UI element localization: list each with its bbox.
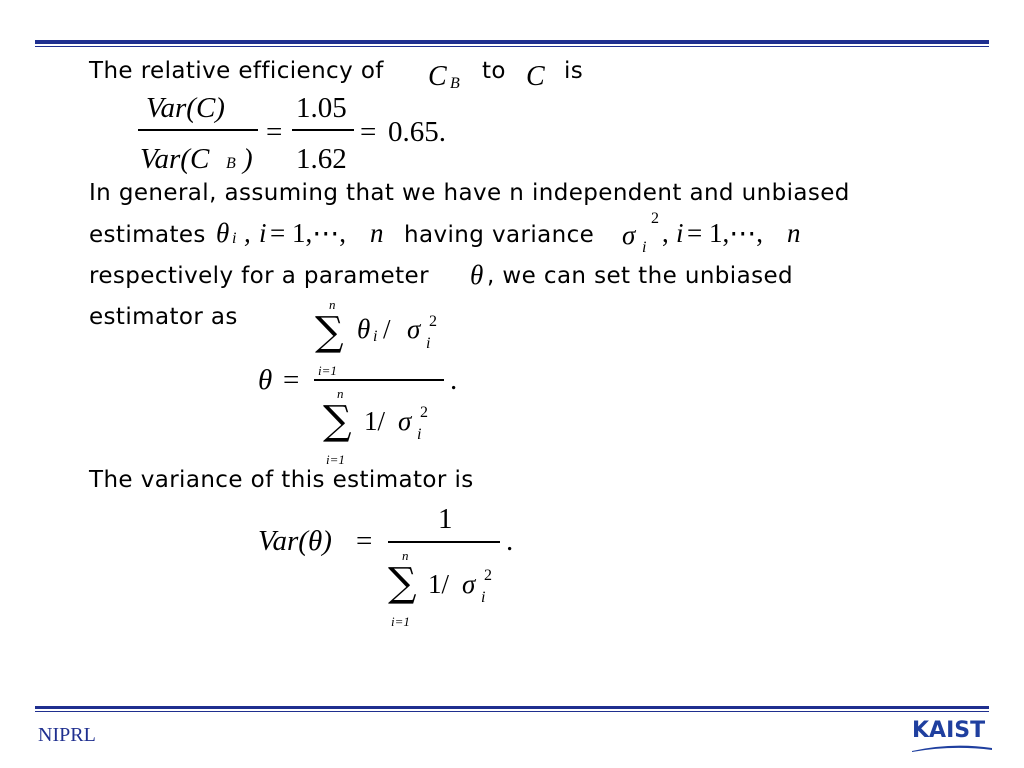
to-text: to bbox=[482, 58, 506, 84]
sigma-denominator: σ bbox=[398, 406, 412, 436]
equals-sign-1: = bbox=[266, 116, 283, 148]
sigma-superscript: 2 bbox=[651, 210, 659, 227]
sigma-index-i: i bbox=[676, 218, 684, 248]
sum-symbol-3: ∑ bbox=[388, 560, 417, 606]
math-cb-sub: B bbox=[450, 75, 460, 92]
parameter-text: respectively for a parameter bbox=[89, 263, 429, 289]
one-slash-variance: 1/ bbox=[428, 569, 450, 599]
estimates-text: estimates bbox=[89, 222, 206, 248]
estimator-as-text: estimator as bbox=[89, 304, 238, 330]
sigma-denominator-sup: 2 bbox=[420, 404, 428, 421]
var-c-numerator: Var(C) bbox=[146, 92, 225, 124]
logo-swoosh-icon bbox=[912, 744, 992, 752]
index-n: n bbox=[370, 218, 384, 248]
index-i: i bbox=[259, 218, 267, 248]
bottom-rule-thin bbox=[35, 711, 989, 712]
variance-numerator-one: 1 bbox=[438, 503, 453, 535]
sigma-numerator: σ bbox=[407, 314, 421, 344]
fraction-bar-1 bbox=[138, 129, 258, 131]
efficiency-intro-text: The relative efficiency of bbox=[89, 58, 384, 84]
sigma-subscript: i bbox=[642, 239, 647, 256]
sum-upper-2: n bbox=[337, 386, 344, 401]
sigma-variance-sup: 2 bbox=[484, 567, 492, 584]
theta-i-numerator: θ bbox=[357, 314, 371, 344]
numerator-slash: / bbox=[383, 314, 391, 344]
math-cb-c: C bbox=[428, 61, 447, 92]
kaist-logo bbox=[912, 718, 992, 752]
sum-lower-2: i=1 bbox=[326, 452, 345, 467]
equals-variance: = bbox=[356, 525, 373, 557]
top-rule-thick bbox=[35, 40, 989, 44]
equals-estimator: = bbox=[283, 364, 300, 396]
theta-symbol: θ bbox=[216, 218, 230, 248]
sum-symbol-1: ∑ bbox=[315, 309, 344, 355]
sigma-variance-sub: i bbox=[481, 589, 486, 606]
denominator-162: 1.62 bbox=[296, 143, 347, 175]
sigma-variance: σ bbox=[462, 569, 476, 599]
variance-intro-text: The variance of this estimator is bbox=[89, 467, 474, 493]
sigma-numerator-sub: i bbox=[426, 335, 431, 352]
unbiased-text: , we can set the unbiased bbox=[487, 263, 794, 289]
var-cb-denominator-close: ) bbox=[243, 143, 253, 175]
bottom-rule-thick bbox=[35, 706, 989, 709]
sigma-comma: , bbox=[662, 218, 669, 248]
math-c: C bbox=[526, 61, 545, 92]
numerator-105: 1.05 bbox=[296, 92, 347, 124]
index-range: = 1,⋯, bbox=[270, 218, 346, 248]
sum-upper-1: n bbox=[329, 297, 336, 312]
result-value: 0.65. bbox=[388, 116, 446, 148]
top-rule-thin bbox=[35, 46, 989, 47]
fraction-bar-variance bbox=[388, 541, 500, 543]
sum-lower-1: i=1 bbox=[318, 363, 337, 378]
fraction-bar-2 bbox=[292, 129, 354, 131]
sigma-index-range: = 1,⋯, bbox=[687, 218, 763, 248]
sigma-denominator-sub: i bbox=[417, 426, 422, 443]
var-theta-lhs: Var(θ) bbox=[258, 525, 332, 557]
fraction-bar-estimator bbox=[314, 379, 444, 381]
kaist-logo-text: KAIST bbox=[912, 718, 986, 743]
sum-symbol-2: ∑ bbox=[323, 398, 352, 444]
var-cb-denominator: Var(C bbox=[140, 143, 210, 175]
sum-lower-3: i=1 bbox=[391, 614, 410, 629]
index-range-comma: , bbox=[244, 218, 251, 248]
theta-parameter: θ bbox=[470, 260, 484, 290]
theta-i-numerator-sub: i bbox=[373, 328, 378, 345]
theta-subscript: i bbox=[232, 230, 237, 247]
sum-upper-3: n bbox=[402, 548, 409, 563]
var-cb-denominator-sub: B bbox=[226, 155, 236, 172]
paragraph-line-1: In general, assuming that we have n independent and unbiased bbox=[89, 180, 850, 206]
having-variance-text: having variance bbox=[404, 222, 595, 248]
sigma-numerator-sup: 2 bbox=[429, 313, 437, 330]
is-text: is bbox=[564, 58, 584, 84]
sigma-symbol: σ bbox=[622, 220, 636, 250]
sigma-index-n: n bbox=[787, 218, 801, 248]
theta-lhs: θ bbox=[258, 364, 273, 396]
one-slash-denominator: 1/ bbox=[364, 406, 386, 436]
equals-sign-2: = bbox=[360, 116, 377, 148]
period-variance: . bbox=[506, 525, 514, 557]
period-estimator: . bbox=[450, 364, 458, 396]
footer-organization: NIPRL bbox=[38, 724, 96, 746]
